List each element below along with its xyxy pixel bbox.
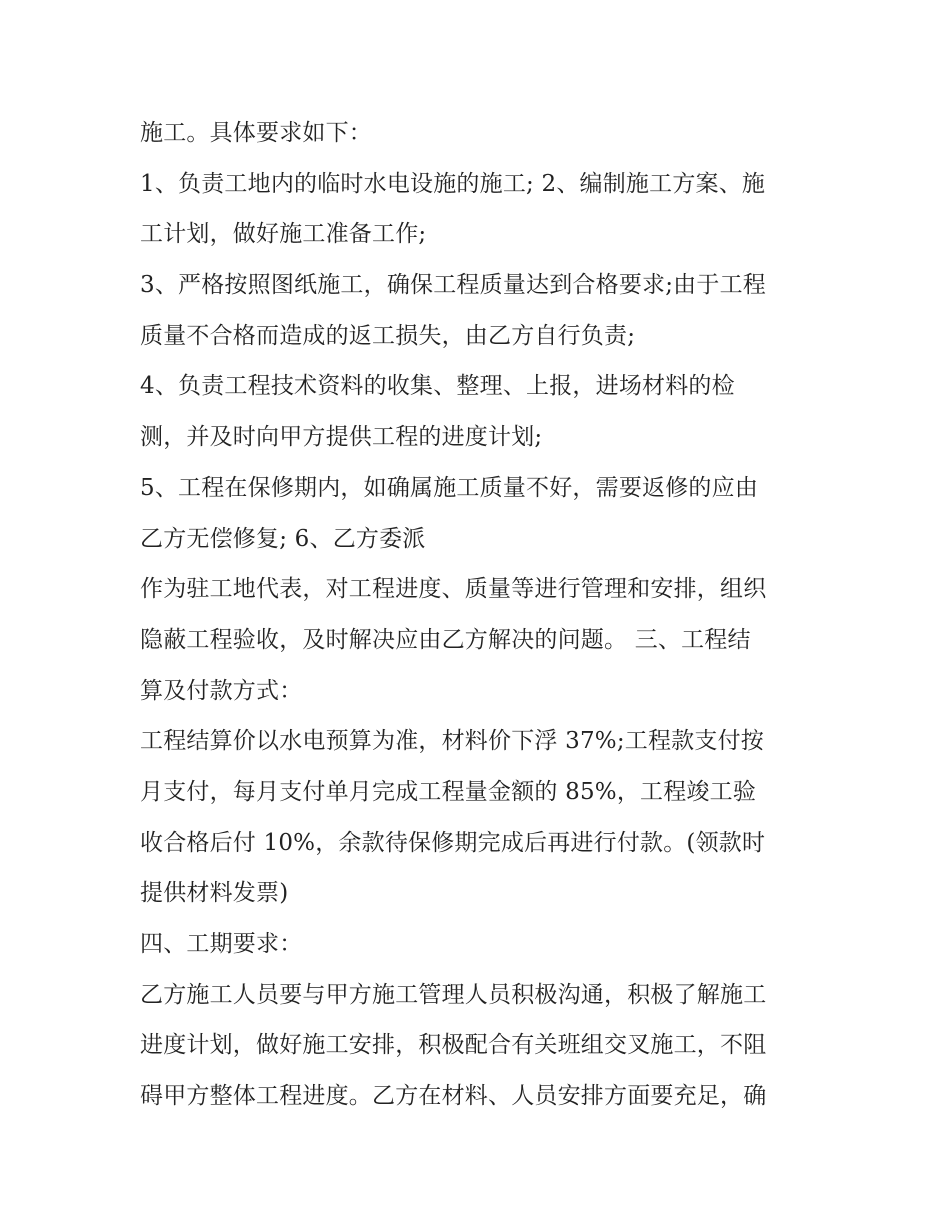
text-line: 提供材料发票): [140, 880, 289, 907]
document-body: [140, 108, 830, 1122]
text-line: 工计划，做好施工准备工作;: [140, 221, 427, 248]
text-line: 质量不合格而造成的返工损失，由乙方自行负责;: [140, 322, 636, 349]
text-line: 施工。具体要求如下：: [140, 120, 372, 146]
text-line: 进度计划，做好施工安排，积极配合有关班组交叉施工，不阻: [140, 1032, 767, 1059]
text-line: 收合格后付 10%，余款待保修期完成后再进行付款。(领款时: [140, 829, 766, 856]
text-line: 隐蔽工程验收，及时解决应由乙方解决的问题。 三、工程结: [140, 626, 751, 653]
text-line: 乙方施工人员要与甲方施工管理人员积极沟通，积极了解施工: [140, 981, 767, 1008]
text-line: 算及付款方式：: [140, 677, 303, 704]
text-line: 月支付，每月支付单月完成工程量金额的 85%，工程竣工验: [140, 778, 757, 805]
text-line: 工程结算价以水电预算为准，材料价下浮 37%;工程款支付按: [140, 728, 764, 755]
text-line: 测，并及时向甲方提供工程的进度计划;: [140, 424, 543, 451]
text-line: 碍甲方整体工程进度。乙方在材料、人员安排方面要充足，确: [140, 1083, 767, 1110]
text-line: 作为驻工地代表，对工程进度、质量等进行管理和安排，组织: [140, 576, 767, 603]
text-line: 4、负责工程技术资料的收集、整理、上报，进场材料的检: [140, 373, 735, 400]
text-line: 1、负责工地内的临时水电设施的施工; 2、编制施工方案、施: [140, 170, 766, 197]
text-line: 四、工期要求：: [140, 931, 303, 957]
text-line: 乙方无偿修复; 6、乙方委派: [140, 525, 426, 552]
text-line: 5、工程在保修期内，如确属施工质量不好，需要返修的应由: [140, 474, 759, 501]
text-line: 3、严格按照图纸施工，确保工程质量达到合格要求;由于工程: [140, 272, 766, 299]
